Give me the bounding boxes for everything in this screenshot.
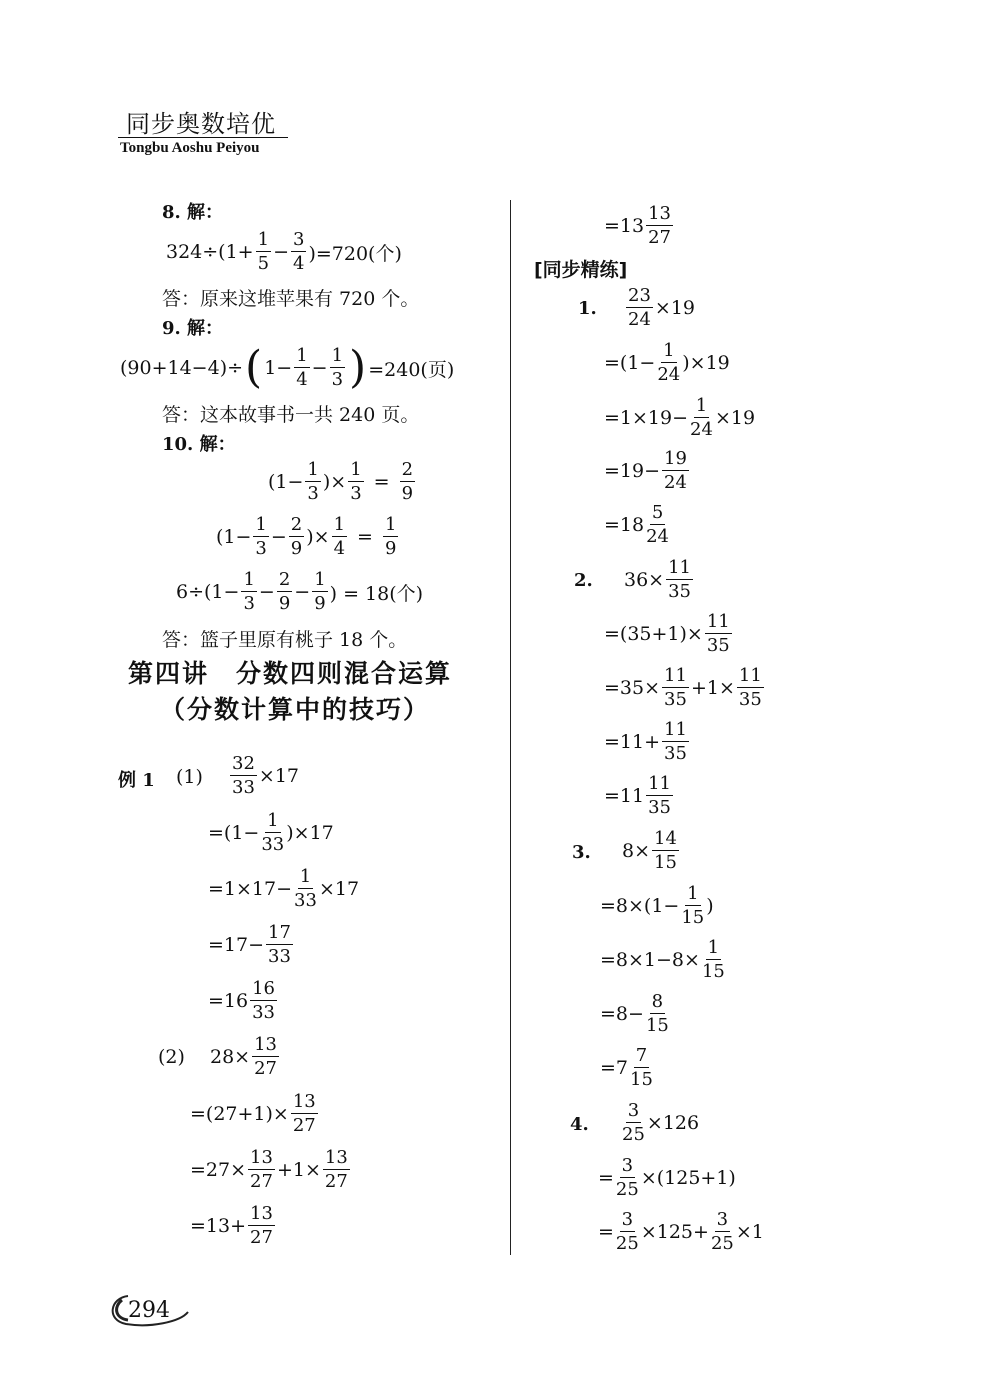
- q10-line2: [216, 507, 400, 567]
- q10-part: (1−: [268, 471, 304, 493]
- header-rule: [118, 137, 288, 138]
- q8-answer: 答：原来这堆苹果有 720 个。: [162, 288, 420, 310]
- q10-part: −: [294, 581, 311, 603]
- ex1-part2-step2: [190, 1084, 320, 1144]
- p2-step3: [604, 658, 766, 718]
- q10-part: −: [258, 581, 275, 603]
- fraction: $\frac{13}{27}$: [250, 1147, 273, 1192]
- fraction: $\frac{13}{27}$: [254, 1034, 278, 1079]
- right-part: ): [706, 895, 714, 917]
- q10-part: )×: [322, 471, 347, 493]
- right-part: =7: [600, 1057, 629, 1079]
- right-part: =8×(1−: [600, 895, 680, 917]
- ex1-part: +1×: [276, 1159, 321, 1181]
- fraction: $\frac{11}{35}$: [668, 557, 692, 602]
- right-part: ×126: [646, 1112, 700, 1134]
- right-part: =(1−: [604, 352, 656, 374]
- p4-label: 4.: [570, 1114, 589, 1135]
- section-label: [同步精练]: [534, 259, 628, 281]
- p2-step4: [604, 712, 691, 772]
- p3-step2: [600, 876, 714, 936]
- fraction: $\frac{13}{27}$: [250, 1203, 273, 1248]
- p3-step5: [600, 1038, 655, 1098]
- right-part: =8−: [600, 1003, 644, 1025]
- fraction: $\frac{14}{15}$: [654, 828, 677, 873]
- lecture-subtitle: （分数计算中的技巧）: [160, 695, 431, 724]
- fraction: $\frac{19}{24}$: [664, 448, 687, 493]
- ex1-part2-step1: [210, 1027, 281, 1087]
- q10-label: 10. 解：: [162, 434, 236, 455]
- fraction: $\frac{11}{35}$: [664, 719, 687, 764]
- q8-eq-part: )=720(个): [308, 242, 402, 265]
- q8-equation: [166, 222, 402, 282]
- fraction: 16 33: [252, 978, 276, 1023]
- fraction: $\frac{2}{9}$: [290, 514, 303, 559]
- p1-step5: [604, 495, 671, 555]
- fraction: $\frac{3}{25}$: [615, 1155, 639, 1200]
- fraction: $\frac{11}{35}$: [664, 665, 687, 710]
- p1-label: 1.: [578, 298, 597, 319]
- ex1-step1: [228, 746, 299, 806]
- fraction: $\frac{1}{9}$: [314, 569, 326, 614]
- example-part1-label: (1): [176, 766, 203, 788]
- fraction: $\frac{11}{35}$: [738, 665, 762, 710]
- ex1-part: =(1−: [208, 822, 260, 844]
- fraction: $\frac{1}{15}$: [701, 937, 725, 982]
- fraction: $\frac{1}{24}$: [657, 340, 681, 385]
- fraction: $\frac{13}{27}$: [324, 1147, 348, 1192]
- right-part: 8×: [622, 840, 651, 862]
- q9-eq-part: (90+14−4)÷: [120, 357, 244, 379]
- p2-step1: [624, 550, 695, 610]
- fraction: $\frac{1}{9}$: [384, 514, 397, 559]
- example-part2-label: (2): [158, 1046, 185, 1068]
- p1-step3: [604, 388, 755, 448]
- header-title-en: Tongbu Aoshu Peiyou: [120, 140, 260, 156]
- ex1-part2-step3: [190, 1140, 352, 1200]
- fraction: $\frac{11}{35}$: [706, 611, 730, 656]
- q8-eq-part: −: [273, 241, 289, 263]
- q10-part: ) = 18(个): [329, 582, 424, 605]
- fraction: $\frac{1}{4}$: [296, 345, 308, 390]
- right-part: )×19: [682, 352, 730, 374]
- fraction: $\frac{1}{3}$: [331, 345, 344, 390]
- ex1-step2: [208, 803, 334, 863]
- fraction: $\frac{3}{4}$: [292, 229, 305, 274]
- q10-part: 6÷(1−: [176, 581, 240, 603]
- p3-step4: [600, 984, 671, 1044]
- q10-part: (1−: [216, 526, 252, 548]
- continued-result: [604, 196, 675, 256]
- right-part: =11+: [604, 731, 661, 753]
- right-part: =35×: [604, 677, 661, 699]
- p4-step3: [598, 1202, 764, 1262]
- fraction: 7 15: [630, 1045, 653, 1090]
- header-title-cn: 同步奥数培优: [126, 110, 276, 138]
- q9-eq-part: −: [311, 357, 328, 379]
- right-part: 36×: [624, 569, 665, 591]
- ex1-part: 28×: [210, 1046, 251, 1068]
- ex1-step4: [208, 915, 295, 975]
- q9-eq-part: =240(页): [368, 358, 455, 381]
- fraction: $\frac{2}{9}$: [278, 569, 291, 614]
- fraction: $\frac{1}{3}$: [350, 459, 362, 504]
- fraction: $\frac{23}{24}$: [628, 285, 651, 330]
- ex1-part: =13+: [190, 1215, 247, 1237]
- fraction: $\frac{3}{25}$: [615, 1209, 639, 1254]
- ex1-part: =27×: [190, 1159, 247, 1181]
- column-divider: [510, 200, 511, 1255]
- right-part: ×1: [735, 1221, 764, 1243]
- fraction: $\frac{8}{15}$: [645, 991, 669, 1036]
- fraction: $\frac{1}{15}$: [681, 883, 705, 928]
- q8-eq-part: 324÷(1+: [166, 241, 254, 263]
- ex1-step5: [208, 971, 279, 1031]
- ex1-part: =(27+1)×: [190, 1103, 289, 1125]
- fraction: $\frac{3}{25}$: [622, 1100, 645, 1145]
- q9-eq-part: 1−: [264, 357, 293, 379]
- right-part: ×125+: [640, 1221, 709, 1243]
- ex1-part2-step4: [190, 1196, 277, 1256]
- fraction: $\frac{1}{3}$: [255, 514, 267, 559]
- fraction: $\frac{3}{25}$: [710, 1209, 734, 1254]
- p3-label: 3.: [572, 842, 591, 863]
- q10-part: =: [373, 471, 390, 493]
- right-part: =11: [604, 785, 645, 807]
- right-part: ×(125+1): [640, 1167, 736, 1189]
- fraction: $\frac{2}{9}$: [401, 459, 414, 504]
- page-number: 294: [128, 1298, 170, 1323]
- q10-line3: [176, 562, 423, 622]
- q10-part: =: [357, 526, 373, 548]
- q10-part: )×: [306, 526, 330, 548]
- fraction: $\frac{32}{33}$: [232, 753, 255, 798]
- fraction: $\frac{13}{27}$: [292, 1091, 316, 1136]
- p4-step2: [598, 1148, 736, 1208]
- p1-step4: [604, 441, 691, 501]
- p1-step2: [604, 333, 730, 393]
- fraction: 13 27: [648, 203, 672, 248]
- fraction: $\frac{1}{33}$: [261, 810, 285, 855]
- p1-step1: [624, 278, 695, 338]
- fraction: 5 24: [646, 502, 670, 547]
- ex1-part: )×17: [286, 822, 334, 844]
- lecture-title: 第四讲 分数四则混合运算: [128, 659, 453, 688]
- fraction: $\frac{1}{33}$: [294, 866, 317, 911]
- right-part: ×19: [714, 407, 756, 429]
- right-part: ×19: [654, 297, 696, 319]
- q9-equation: (90+14−4)÷ ( 1− $\frac{1}{4}$ − $\frac{1}{3}$ ) =240(页): [120, 342, 455, 393]
- fraction: $\frac{1}{5}$: [257, 229, 270, 274]
- right-part: =(35+1)×: [604, 623, 703, 645]
- right-part: =8×1−8×: [600, 949, 700, 971]
- fraction: $\frac{1}{4}$: [333, 514, 346, 559]
- fraction: $\frac{1}{3}$: [243, 569, 255, 614]
- example-label: 例 1: [118, 770, 155, 791]
- p2-step2: [604, 604, 734, 664]
- fraction: $\frac{1}{3}$: [307, 459, 319, 504]
- fraction: 11 35: [648, 773, 672, 818]
- q10-part: −: [270, 526, 287, 548]
- q10-line1: [268, 452, 417, 512]
- p2-step5: [604, 766, 675, 826]
- fraction: $\frac{17}{33}$: [268, 922, 291, 967]
- q10-answer: 答：篮子里原有桃子 18 个。: [162, 629, 408, 651]
- fraction: $\frac{1}{24}$: [690, 395, 713, 440]
- ex1-part: ×17: [318, 878, 360, 900]
- right-part: +1×: [690, 677, 735, 699]
- right-part: =: [598, 1221, 614, 1243]
- ex1-part: =17−: [208, 934, 265, 956]
- q9-answer: 答：这本故事书一共 240 页。: [162, 404, 420, 426]
- p2-label: 2.: [574, 570, 593, 591]
- right-part: =1×19−: [604, 407, 689, 429]
- right-part: =: [598, 1167, 614, 1189]
- ex1-part: ×17: [258, 765, 300, 787]
- p3-step1: [622, 821, 681, 881]
- ex1-step3: [208, 859, 359, 919]
- q8-label: 8. 解：: [162, 202, 224, 223]
- p3-step3: [600, 930, 727, 990]
- right-part: =18: [604, 514, 645, 536]
- right-part: =13: [604, 215, 645, 237]
- q9-label: 9. 解：: [162, 318, 224, 339]
- p4-step1: [620, 1093, 699, 1153]
- right-part: =19−: [604, 460, 661, 482]
- ex1-part: =16: [208, 990, 249, 1012]
- ex1-part: =1×17−: [208, 878, 293, 900]
